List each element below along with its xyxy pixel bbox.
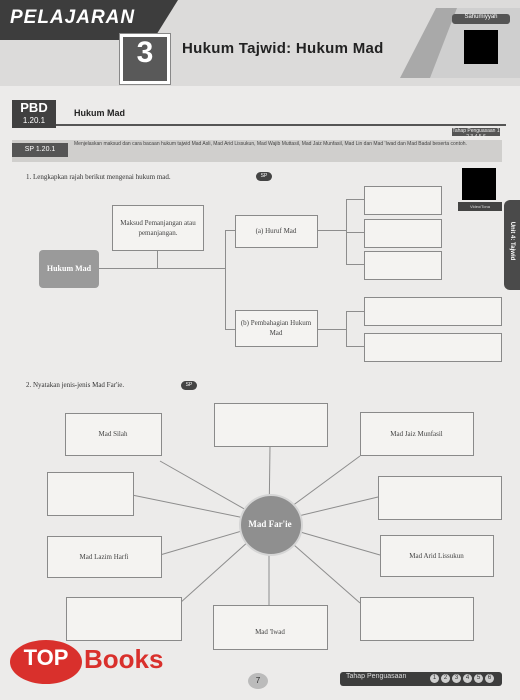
pbd-code: 1.20.1 (22, 116, 46, 125)
pbd-label: PBD (20, 100, 48, 115)
mad-silah-label: Mad Silah (98, 430, 128, 438)
chapter-number: 3 (136, 36, 154, 69)
answer-box[interactable] (66, 597, 182, 641)
huruf-mad-label: (a) Huruf Mad (255, 227, 297, 235)
answer-box[interactable] (47, 472, 134, 516)
page-number: 7 (248, 673, 268, 689)
top-tag: Sahumiyyah (452, 14, 510, 24)
logo-books-text: Books (84, 644, 164, 674)
level-3: 3 (452, 674, 461, 683)
level-4: 4 (463, 674, 472, 683)
mad-lazim-harfi-label: Mad Lazim Harfi (79, 552, 129, 561)
answer-box[interactable] (378, 476, 502, 520)
mad-jaiz-munfasil-label: Mad Jaiz Munfasil (390, 429, 443, 438)
level-1: 1 (430, 674, 439, 683)
level-6: 6 (485, 674, 494, 683)
maksud-label: Maksud Pemanjangan atau pemanjangan. (120, 219, 196, 237)
pembahagian-label: (b) Pembahagian Hukum Mad (240, 319, 312, 337)
answer-box[interactable] (360, 597, 474, 641)
section-label: PELAJARAN (10, 7, 136, 28)
mad-arid-lissukun-label: Mad Arid Lissukun (409, 551, 464, 560)
pbd-topic: Hukum Mad (74, 108, 126, 118)
question-1-sp-badge: SP (256, 172, 272, 181)
root-node-label: Hukum Mad (46, 264, 92, 273)
level-2: 2 (441, 674, 450, 683)
tahap-tag: Tahap Penguasaan 1 2 3 4 5 6 (452, 128, 500, 140)
question-1-text: 1. Lengkapkan rajah berikut mengenai hukum mad. (26, 173, 171, 181)
side-tab-label: Unit 4: Tajwid (509, 221, 515, 261)
level-5: 5 (474, 674, 483, 683)
sp-description: Menjelaskan maksud dan cara bacaan hukum tajwid Mad Asli, Mad Arid Lissukun, Mad Wajib Muttasil, Mad Jaiz Munfasil, Mad Lin dan Mad 'Iwad dan Mad Badal beserta contoh. (74, 141, 467, 147)
question-2-sp-badge: SP (181, 381, 197, 390)
sp-code: SP 1.20.1 (12, 143, 68, 157)
chapter-title: Hukum Tajwid: Hukum Mad (182, 40, 384, 57)
answer-box[interactable] (214, 403, 328, 447)
logo-top-text: TOP (23, 645, 69, 670)
hub-label: Mad Far'ie (248, 519, 292, 529)
qr-label: Video/Tona (458, 202, 502, 211)
mad-iwad-label: Mad 'Iwad (255, 628, 285, 636)
footer-tahap-label: Tahap Penguasaan (346, 673, 407, 680)
question-2-text: 2. Nyatakan jenis-jenis Mad Far'ie. (26, 381, 125, 389)
